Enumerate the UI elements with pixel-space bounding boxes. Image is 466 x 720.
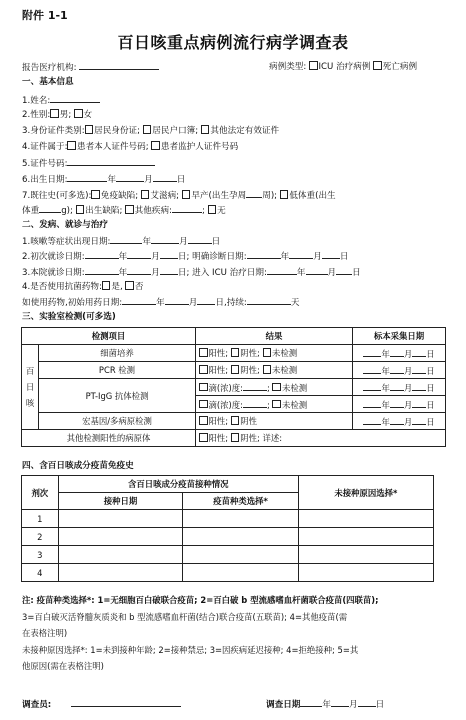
pos-checkbox[interactable]: [199, 348, 208, 357]
id-owner-label: 4.证件属于:: [22, 142, 68, 152]
year-label: 年: [156, 298, 165, 308]
dose-cell: 1: [22, 510, 59, 528]
drug-day[interactable]: [197, 295, 215, 305]
week-label: 周);: [262, 191, 278, 201]
detail-label: 详述:: [262, 433, 283, 443]
month-label: 月: [327, 268, 337, 278]
investigator-label: 调查员:: [22, 700, 52, 710]
icu-date-label: 进入 ICU 治疗日期:: [192, 268, 267, 278]
male-checkbox[interactable]: [50, 109, 59, 118]
section-3-heading: 三、实验室检测(可多选): [22, 312, 116, 322]
group-label: 百日咳: [25, 366, 35, 408]
first-visit-month[interactable]: [127, 249, 151, 259]
name-label: 1.姓名:: [22, 96, 51, 106]
none-label: 无: [217, 206, 226, 216]
report-org-field[interactable]: [79, 60, 159, 70]
month-label: 月: [403, 365, 413, 376]
dose-cell: 2: [22, 528, 59, 546]
year-label: 年: [107, 175, 117, 185]
titer-label: 滴(浓)度:: [208, 382, 243, 393]
pos-label: 阳性;: [208, 365, 229, 375]
page-title: 百日咳重点病例流行病学调查表: [117, 33, 349, 52]
year-label: 年: [118, 268, 128, 278]
titer-label: 滴(浓)度:: [208, 399, 243, 410]
month-label: 月: [403, 382, 413, 393]
section-2-heading: 二、发病、就诊与治疗: [22, 220, 108, 230]
neg-checkbox[interactable]: [231, 365, 240, 374]
untested-checkbox[interactable]: [272, 383, 281, 392]
duration-label: ,持续:: [224, 298, 247, 308]
sex-label: 2.性别:: [22, 110, 51, 120]
titer-checkbox[interactable]: [199, 383, 208, 392]
neg-checkbox[interactable]: [231, 348, 240, 357]
household-checkbox[interactable]: [143, 125, 152, 134]
guardian-id-checkbox[interactable]: [151, 141, 160, 150]
month-label: 月: [151, 268, 160, 278]
none-checkbox[interactable]: [208, 205, 217, 214]
id-type-label: 3.身份证件类别:: [22, 126, 85, 136]
birth-weight-field[interactable]: [39, 203, 61, 213]
gest-week-field[interactable]: [246, 188, 262, 198]
month-label: 月: [151, 252, 160, 262]
first-visit-label: 2.初次就诊日期:: [22, 252, 85, 262]
antibiotic-label: 4.是否使用抗菌药物:: [22, 282, 102, 292]
visit-year[interactable]: [85, 265, 119, 275]
untested-checkbox[interactable]: [263, 348, 272, 357]
note-line: 在表格注明): [22, 628, 68, 638]
day-label: 日: [375, 700, 385, 710]
lowweight-checkbox[interactable]: [280, 190, 289, 199]
investigator-field[interactable]: [71, 697, 181, 707]
vaccine-date-cell[interactable]: [58, 564, 183, 582]
pcr-label: PCR 检测: [39, 362, 196, 379]
titer-field[interactable]: [243, 381, 267, 391]
day-label: 日: [177, 268, 187, 278]
year-label: 年: [296, 268, 306, 278]
neg-label: 阴性: [240, 416, 257, 426]
day-label: 日: [177, 252, 187, 262]
history-label: 7.既往史(可多选):: [22, 191, 92, 201]
vaccine-date-cell[interactable]: [58, 546, 183, 564]
vaccine-type-cell[interactable]: [183, 546, 299, 564]
pos-checkbox[interactable]: [199, 416, 208, 425]
defect-label: 出生缺陷;: [85, 206, 123, 216]
year-label: 年: [381, 382, 390, 393]
survey-month[interactable]: [331, 697, 349, 707]
note-line: 他原因(需在表格注明): [22, 661, 104, 671]
year-label: 年: [322, 700, 331, 710]
other-disease-field[interactable]: [172, 203, 202, 213]
diag-year[interactable]: [247, 249, 281, 259]
yes-label: 是,: [111, 282, 123, 292]
neg-checkbox[interactable]: [231, 433, 240, 442]
icu-day[interactable]: [336, 265, 352, 275]
patient-id-label: 患者本人证件号码;: [76, 142, 149, 152]
igg-date-1[interactable]: [353, 379, 446, 396]
male-label: 男;: [59, 110, 72, 120]
culture-label: 细菌培养: [39, 345, 196, 362]
annex-label: 附件 1-1: [22, 9, 68, 22]
neg-label: 阴性;: [240, 348, 260, 358]
survey-year[interactable]: [300, 697, 322, 707]
dose-cell: 4: [22, 564, 59, 582]
drug-month[interactable]: [165, 295, 189, 305]
year-label: 年: [381, 416, 390, 427]
month-label: 月: [403, 399, 413, 410]
id-card-label: 居民身份证;: [94, 126, 141, 136]
weight-label: 体重: [22, 206, 40, 216]
pos-label: 阳性;: [208, 433, 229, 443]
icu-checkbox[interactable]: [309, 61, 318, 70]
no-label: 否: [134, 282, 144, 292]
other-disease-checkbox[interactable]: [125, 205, 134, 214]
other-pathogen-label: 其他检测阳性的病原体: [22, 430, 196, 447]
culture-result: [196, 345, 353, 362]
untested-label: 未检测: [281, 382, 308, 393]
year-label: 年: [381, 365, 390, 376]
onset-day[interactable]: [188, 234, 212, 244]
notes: [22, 592, 378, 675]
day-label: 日: [215, 298, 224, 308]
pcr-result: [196, 362, 353, 379]
diag-day[interactable]: [322, 249, 340, 259]
mgen-result: [196, 413, 353, 430]
preterm-label: 早产(出生孕周: [191, 191, 247, 201]
day-label: 日: [426, 416, 435, 427]
case-type-label: 病例类型:: [269, 62, 307, 72]
mgen-date[interactable]: [353, 413, 446, 430]
female-label: 女: [83, 110, 93, 120]
semicolon: ;: [266, 382, 270, 393]
day-label: 日: [176, 175, 186, 185]
id-card-checkbox[interactable]: [85, 125, 94, 134]
year-label: 年: [118, 252, 128, 262]
day-label: 日: [426, 382, 435, 393]
drug-start-label: 如使用药物,初始用药日期:: [22, 298, 123, 308]
month-label: 月: [403, 348, 413, 359]
semicolon: ;: [201, 206, 205, 216]
note-line: 3=百白破灭活脊髓灰质炎和 b 型流感嗜血杆菌(结合)联合疫苗(五联苗); 4=其他疫苗(需: [22, 611, 348, 622]
year-label: 年: [142, 237, 152, 247]
id-number-field[interactable]: [67, 156, 155, 166]
lab-head-date: 标本采集日期: [353, 328, 446, 345]
pos-checkbox[interactable]: [199, 365, 208, 374]
note-line: 未接种原因选择*: 1=未到接种年龄; 2=接种禁忌; 3=因疾病延迟接种; 4=拒绝接种; 5=其: [22, 644, 359, 655]
onset-year[interactable]: [110, 234, 142, 244]
untested-checkbox[interactable]: [263, 365, 272, 374]
other-id-checkbox[interactable]: [201, 125, 210, 134]
diagnosis-label: 明确诊断日期:: [192, 252, 247, 262]
onset-month[interactable]: [151, 234, 179, 244]
vaccine-date-cell[interactable]: [58, 528, 183, 546]
gram-label: g);: [61, 206, 73, 216]
lowweight-label: 低体重(出生: [289, 191, 336, 201]
year-label: 年: [280, 252, 290, 262]
dob-month[interactable]: [116, 172, 144, 182]
days-label: 天: [290, 298, 300, 308]
lab-head-result: 结果: [196, 328, 353, 345]
dose-cell: 3: [22, 546, 59, 564]
vaccine-type-cell[interactable]: [183, 510, 299, 528]
dob-label: 6.出生日期:: [22, 175, 68, 185]
reason-head: 未接种原因选择*: [298, 476, 433, 510]
month-label: 月: [349, 700, 358, 710]
igg-date-2[interactable]: [353, 396, 446, 413]
guardian-id-label: 患者监护人证件号码: [160, 142, 239, 152]
year-label: 年: [381, 348, 390, 359]
igg-result-2: [196, 396, 353, 413]
patient-id-checkbox[interactable]: [67, 141, 76, 150]
reason-cell[interactable]: [298, 564, 433, 582]
icu-month[interactable]: [306, 265, 328, 275]
pos-checkbox[interactable]: [199, 433, 208, 442]
immuno-checkbox[interactable]: [91, 190, 100, 199]
first-visit-day[interactable]: [160, 249, 178, 259]
igg-label: PT-IgG 抗体检测: [39, 379, 196, 413]
neg-checkbox[interactable]: [231, 416, 240, 425]
day-label: 日: [339, 252, 349, 262]
visit-month[interactable]: [127, 265, 151, 275]
dose-head: 剂次: [22, 476, 59, 510]
antibiotic-yes-checkbox[interactable]: [102, 281, 111, 290]
household-label: 居民户口簿;: [152, 126, 199, 136]
pos-label: 阳性;: [208, 416, 229, 426]
section-1-heading: 一、基本信息: [22, 77, 74, 87]
dob-day[interactable]: [153, 172, 177, 182]
other-disease-label: 其他疾病:: [134, 206, 172, 216]
titer-field[interactable]: [243, 398, 267, 408]
death-label: 死亡病例: [382, 62, 418, 72]
month-label: 月: [403, 416, 413, 427]
lab-head-item: 检测项目: [22, 328, 196, 345]
female-checkbox[interactable]: [74, 109, 83, 118]
pos-label: 阳性;: [208, 348, 229, 358]
other-pathogen-result: [196, 430, 446, 447]
igg-result-1: [196, 379, 353, 396]
vaccine-type-head: 疫苗种类选择*: [183, 493, 299, 510]
day-label: 日: [352, 268, 361, 278]
reason-cell[interactable]: [298, 528, 433, 546]
vaccine-table: [21, 475, 434, 582]
month-label: 月: [144, 175, 153, 185]
month-label: 月: [188, 298, 198, 308]
day-label: 日: [426, 348, 435, 359]
report-org-label: 报告医疗机构:: [22, 63, 77, 73]
vaccine-type-cell[interactable]: [183, 564, 299, 582]
untested-label: 未检测: [272, 365, 298, 375]
antibiotic-no-checkbox[interactable]: [125, 281, 134, 290]
semicolon: ;: [266, 399, 270, 410]
defect-checkbox[interactable]: [76, 205, 85, 214]
other-id-label: 其他法定有效证件: [210, 126, 280, 136]
lab-table: [21, 327, 446, 447]
pertussis-group: [22, 345, 39, 430]
mgen-label: 宏基因/多病原检测: [39, 413, 196, 430]
onset-label: 1.咳嗽等症状出现日期:: [22, 237, 111, 247]
vaccine-date-cell[interactable]: [58, 510, 183, 528]
day-label: 日: [426, 399, 435, 410]
duration-field[interactable]: [247, 295, 291, 305]
icu-year[interactable]: [267, 265, 297, 275]
visit-day[interactable]: [160, 265, 178, 275]
preterm-checkbox[interactable]: [182, 190, 191, 199]
titer-checkbox[interactable]: [199, 400, 208, 409]
neg-label: 阴性;: [240, 365, 260, 375]
untested-label: 未检测: [272, 348, 298, 358]
drug-year[interactable]: [122, 295, 156, 305]
icu-label: ICU 治疗病例: [318, 62, 371, 72]
id-number-label: 5.证件号码:: [22, 159, 68, 169]
diag-month[interactable]: [289, 249, 313, 259]
immuno-label: 免疫缺陷;: [100, 191, 139, 201]
vaccine-date-head: 接种日期: [58, 493, 183, 510]
aids-checkbox[interactable]: [141, 190, 150, 199]
reason-cell[interactable]: [298, 510, 433, 528]
day-label: 日: [426, 365, 435, 376]
death-checkbox[interactable]: [373, 61, 382, 70]
survey-date-label: 调查日期: [266, 700, 301, 710]
neg-label: 阴性;: [240, 433, 260, 443]
name-field[interactable]: [50, 93, 100, 103]
section-4-heading: 四、含百日咳成分疫苗免疫史: [22, 461, 134, 471]
aids-label: 艾滋病;: [150, 191, 180, 201]
dob-year[interactable]: [67, 172, 107, 182]
month-label: 月: [179, 237, 188, 247]
reason-cell[interactable]: [298, 546, 433, 564]
vaccine-head: 含百日咳成分疫苗接种情况: [58, 476, 298, 493]
survey-day[interactable]: [358, 697, 376, 707]
pcr-date[interactable]: [353, 362, 446, 379]
year-label: 年: [381, 399, 390, 410]
day-label: 日: [211, 237, 221, 247]
hospital-visit-label: 3.本院就诊日期:: [22, 268, 85, 278]
first-visit-year[interactable]: [85, 249, 119, 259]
untested-label: 未检测: [281, 399, 308, 410]
culture-date[interactable]: [353, 345, 446, 362]
vaccine-type-cell[interactable]: [183, 528, 299, 546]
untested-checkbox[interactable]: [272, 400, 281, 409]
month-label: 月: [313, 252, 322, 262]
note-line: 注: 疫苗种类选择*: 1=无细胞百白破联合疫苗; 2=百白破 b 型流感嗜血杆菌联合疫苗(四联苗);: [22, 595, 379, 605]
